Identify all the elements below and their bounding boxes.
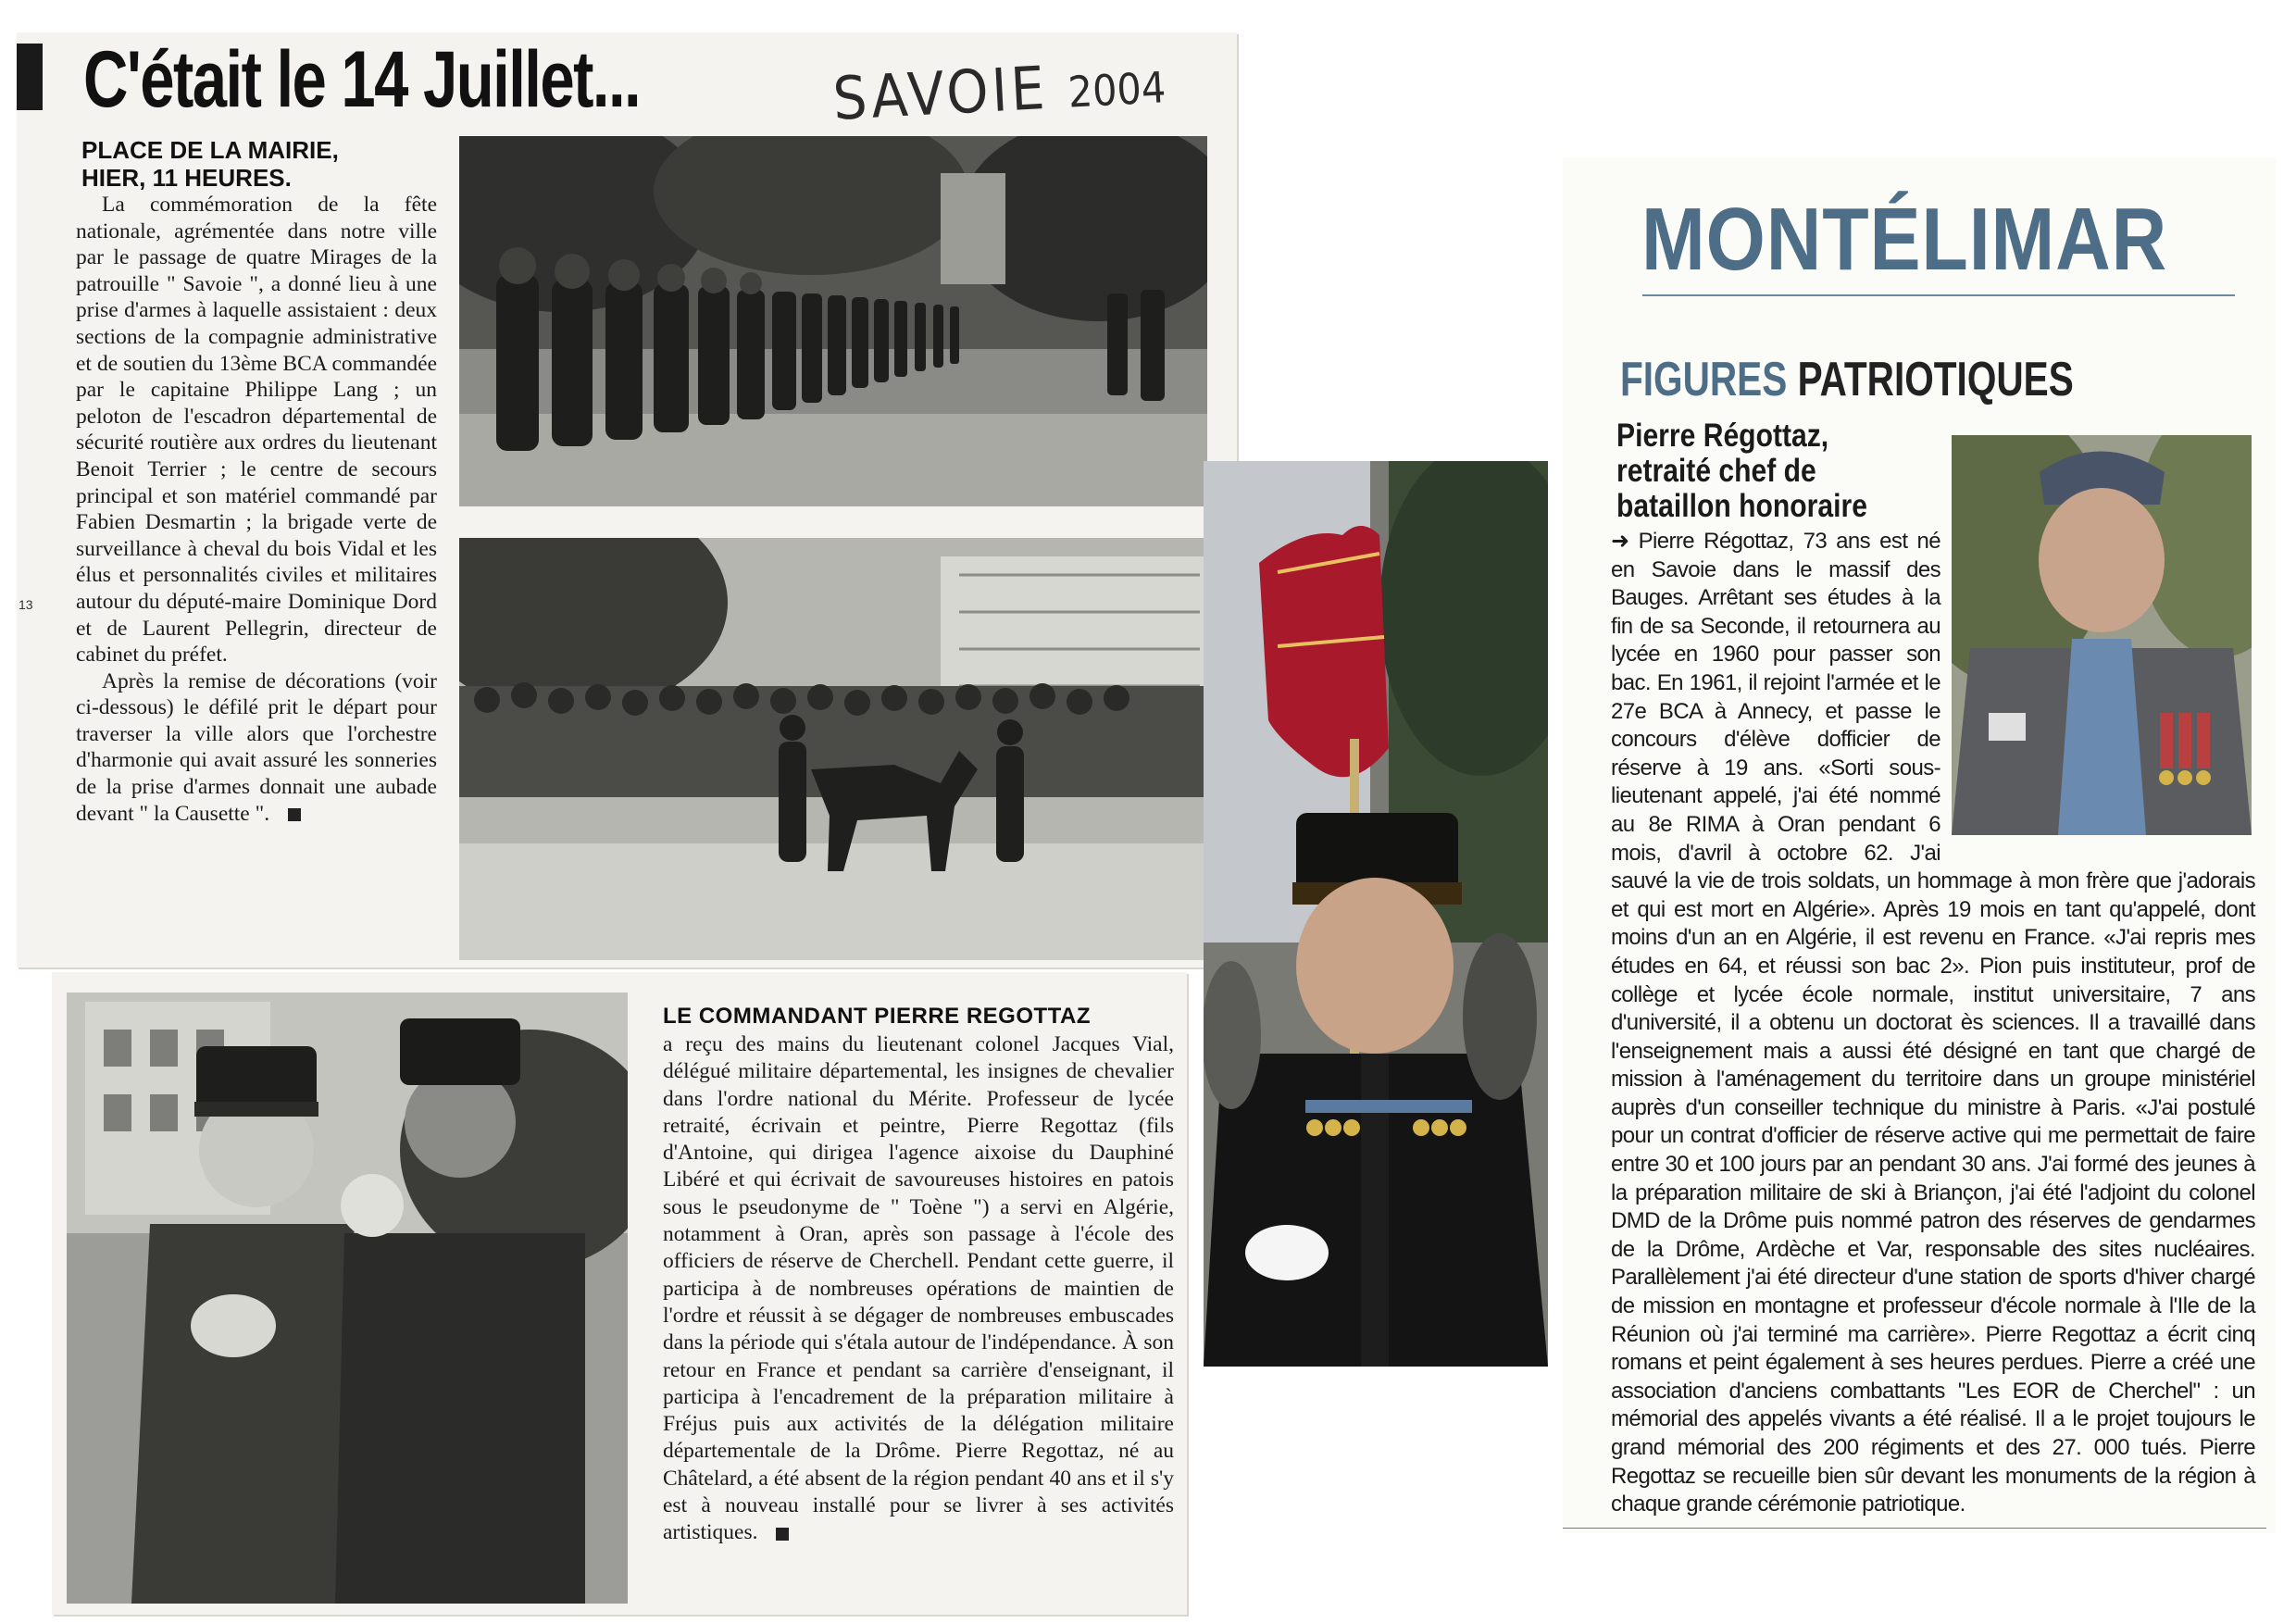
regottaz-clipping: [52, 972, 1187, 1615]
photo-text-wrap-space: [1940, 528, 2255, 841]
parade-troops-image: [459, 136, 1207, 506]
parade-troops-photo: [459, 136, 1207, 506]
bottom-rule: [1563, 1528, 2266, 1529]
savoie-article-body: [76, 192, 437, 827]
standard-bearer-photo: [1204, 461, 1548, 1367]
handwritten-note: SAVOIE: [831, 54, 1050, 134]
headline-line-3: bataillon honoraire: [1616, 488, 1867, 524]
regottaz-article-text: a reçu des mains du lieutenant colonel Jacques Vial, délégué militaire départemental, les insignes de chevalier dans l'ordre national du Mérite. Professeur de lycée retraité, écrivain et peintre, Pierre Regottaz (fils d'Antoine, qui dirigea l'agence aixoise du Dauphiné Libéré et qui écrivait de savoureuses histoires en patois sous le pseudonyme de " Toène ") a servi en Algérie, notamment à Oran, après son passage à l'école des officiers de réserve de Cherchell. Pendant cette guerre, il participa à de nombreuses opérations de maintien de l'ordre et réussit à se dégager de nombreuses embuscades dans la période qui s'étala autour de l'indépendance. À son retour en France et pendant sa carrière d'enseignant, il participa à l'encadrement de la préparation militaire à Fréjus puis aux activités de la délégation militaire départementale de la Drôme. Pierre Regottaz, né au Châtelard, a été absent de la région pendant 40 ans et il s'y est à nouveau installé pour se livrer à ses activités artistiques.: [663, 1032, 1174, 1545]
end-of-article-square: [288, 808, 301, 821]
crowd-horse-image: [459, 538, 1207, 960]
regottaz-subheading: LE COMMANDANT PIERRE REGOTTAZ: [663, 1004, 1092, 1029]
montelimar-headline: [1616, 418, 1879, 524]
montelimar-clipping: [1563, 157, 2276, 1533]
body-arrow: ➜: [1611, 529, 1629, 554]
savoie-paragraph-1: La commémoration de la fête nationale, agrémentée dans notre ville par le passage de quatre Mirages de la patrouille " Savoie ", a donné lieu à une prise d'armes à laquelle assistaient : deux sections de la compagnie administrative et de soutien du 13ème BCA commandée par le capitaine Philippe Lang ; un peloton de l'escadron départemental de sécurité routière aux ordres du lieutenant Benoit Terrier ; le centre de secours principal et son matériel commandé par Fabien Desmartin ; la brigade verte de surveillance à cheval du bois Vidal et les élus et personnalités civiles et militaires autour du député-maire Dominique Dord et de Laurent Pellegrin, directeur de cabinet du préfet.: [76, 193, 437, 668]
montelimar-article-body: [1611, 528, 2255, 1519]
kicker-figures: FIGURES: [1620, 353, 1788, 406]
savoie-headline: C'était le 14 Juillet...: [83, 35, 641, 124]
montelimar-kicker: [1620, 352, 2074, 407]
crowd-horse-photo: [459, 538, 1207, 960]
savoie-clipping: [17, 32, 1237, 968]
headline-tab-bar: [17, 44, 43, 110]
montelimar-title: MONTÉLIMAR: [1641, 190, 2168, 289]
standard-bearer-image: [1204, 461, 1548, 1367]
title-underline: [1642, 294, 2235, 296]
kicker-patriotiques: PATRIOTIQUES: [1797, 353, 2074, 406]
handwritten-year: 2004: [1067, 62, 1167, 118]
medal-ceremony-image: [67, 993, 628, 1604]
savoie-paragraph-2: [76, 668, 437, 828]
kicker-line-2: HIER, 11 HEURES.: [81, 164, 292, 192]
end-of-article-square: [776, 1528, 789, 1541]
savoie-paragraph-2-text: Après la remise de décorations (voir ci-dessous) le défilé prit le départ pour traverser la ville alors que l'orchestre d'harmonie qui avait assuré les sonneries de la prise d'armes donnait une aubade devant " la Causette ".: [76, 668, 437, 826]
medal-ceremony-photo: [67, 993, 628, 1604]
handwritten-annotation: [831, 48, 1167, 134]
headline-line-1: Pierre Régottaz,: [1616, 418, 1829, 454]
regottaz-article-body: [663, 1031, 1174, 1547]
savoie-kicker: [81, 136, 433, 192]
headline-line-2: retraité chef de: [1616, 453, 1816, 489]
page-edge-number: 13: [19, 597, 33, 612]
montelimar-article-text: Pierre Régottaz, 73 ans est né en Savoie dans le massif des Bauges. Arrêtant ses études à la fin de sa Seconde, il retournera au lycée en 1960 pour passer son bac. En 1961, il rejoint l'armée et le 27e BCA à Annecy, et passe le concours d'élève dofficier de réserve à 19 ans. «Sorti sous-lieutenant appelé, j'ai été nommé au 8e RIMA à Oran pendant 6 mois, d'avril à octobre 62. J'ai sauvé la vie de trois soldats, un hommage à mon frère que j'adorais et qui est mort en Algérie». Après 19 mois en tant qu'appelé, dont moins d'un an en Algérie, il est revenu en France. «J'ai repris mes études en 64, et réussi son bac 2». Pion puis instituteur, prof de collège et lycée école normale, institut universitaire, 7 ans d'université, il a obtenu un doctorat ès sciences. Il a travaillé dans l'enseignement mais a aussi été désigné en tant que chargé de mission à l'aménagement du territoire dans un groupe ministériel auprès d'un conseiller technique du ministre à Paris. «J'ai postulé pour un contrat d'officier de réserve active qui me permettait de faire entre 30 et 100 jours par an pendant 30 ans. J'ai formé des jeunes à la préparation militaire de ski à Briançon, j'ai été l'adjoint du colonel DMD de la Drôme puis nommé patron des réserves de gendarmes de la Drôme, Ardèche et Var, responsable des sites nucléaires. Parallèlement j'ai été directeur d'une station de sports d'hiver chargé de mission en montagne et professeur d'école normale à l'Ile de la Réunion où j'ai terminé ma carrière». Pierre Regottaz a écrit cinq romans et peint également à ses heures perdues. Pierre a créé une association d'anciens combattants "Les EOR de Cherchel" : un mémorial des appelés vivants a été réalisé. Il a le projet toujours le grand mémorial des 200 régiments et des 27. 000 tués. Pierre Regottaz se recueille bien sûr devant les monuments de la région à chaque grande cérémonie patriotique.: [1611, 529, 2255, 1517]
kicker-line-1: PLACE DE LA MAIRIE,: [81, 136, 339, 164]
